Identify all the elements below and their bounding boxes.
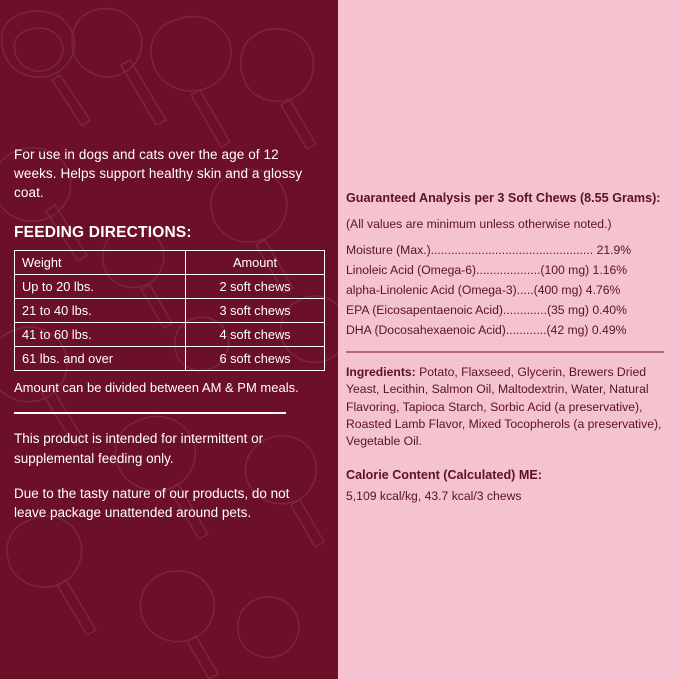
column-header-amount: Amount xyxy=(186,251,325,275)
cell-amount: 2 soft chews xyxy=(186,275,325,299)
table-row xyxy=(15,299,325,323)
cell-amount: 6 soft chews xyxy=(186,347,325,371)
feeding-directions-table xyxy=(14,250,325,371)
left-content xyxy=(0,145,338,522)
analysis-row: EPA (Eicosapentaenoic Acid).............(35 mg) 0.40% xyxy=(346,303,627,318)
amount-divided-note: Amount can be divided between AM & PM meals. xyxy=(14,380,299,396)
analysis-row: Moisture (Max.)................................................ 21.9% xyxy=(346,243,632,258)
table-row xyxy=(15,275,325,299)
intro-text: For use in dogs and cats over the age of 12 weeks. Helps support healthy skin and a glossy coat. xyxy=(14,147,303,201)
analysis-row: Linoleic Acid (Omega-6)...................(100 mg) 1.16% xyxy=(346,263,628,278)
intermittent-feeding-paragraph: This product is intended for intermittent or supplemental feeding only. xyxy=(14,431,264,466)
guaranteed-analysis-title: Guaranteed Analysis per 3 Soft Chews (8.55 Grams): xyxy=(346,191,661,205)
column-header-weight: Weight xyxy=(15,251,186,275)
calorie-content-value: 5,109 kcal/kg, 43.7 kcal/3 chews xyxy=(346,488,522,503)
right-content xyxy=(338,190,679,503)
cell-weight: Up to 20 lbs. xyxy=(15,275,186,299)
cell-weight: 61 lbs. and over xyxy=(15,347,186,371)
cell-amount: 3 soft chews xyxy=(186,299,325,323)
ingredients-text: Potato, Flaxseed, Glycerin, Brewers Dried Yeast, Lecithin, Salmon Oil, Maltodextrin, Water, Natural Flavoring, Tapioca Starch, Sorbic Acid (a preservative), Roasted Lamb Flavor, Mixed Tocopherols (a preservative), Vegetable Oil. xyxy=(346,364,662,449)
analysis-row: alpha-Linolenic Acid (Omega-3).....(400 mg) 4.76% xyxy=(346,283,621,298)
section-divider xyxy=(14,412,286,414)
table-row xyxy=(15,347,325,371)
left-panel xyxy=(0,0,338,679)
ingredients-block xyxy=(346,364,665,451)
cell-weight: 21 to 40 lbs. xyxy=(15,299,186,323)
analysis-row: DHA (Docosahexaenoic Acid)............(42 mg) 0.49% xyxy=(346,323,627,338)
table-header-row xyxy=(15,251,325,275)
ingredients-label: Ingredients: xyxy=(346,364,416,379)
table-row xyxy=(15,323,325,347)
right-panel xyxy=(338,0,679,679)
feeding-directions-title: FEEDING DIRECTIONS: xyxy=(14,224,192,242)
cell-amount: 4 soft chews xyxy=(186,323,325,347)
cell-weight: 41 to 60 lbs. xyxy=(15,323,186,347)
guaranteed-analysis-subtitle: (All values are minimum unless otherwise noted.) xyxy=(346,217,612,232)
calorie-content-title: Calorie Content (Calculated) ME: xyxy=(346,467,542,482)
unattended-package-paragraph: Due to the tasty nature of our products, do not leave package unattended around pets. xyxy=(14,485,290,520)
guaranteed-analysis-list xyxy=(346,243,665,337)
horizontal-rule xyxy=(346,351,664,353)
